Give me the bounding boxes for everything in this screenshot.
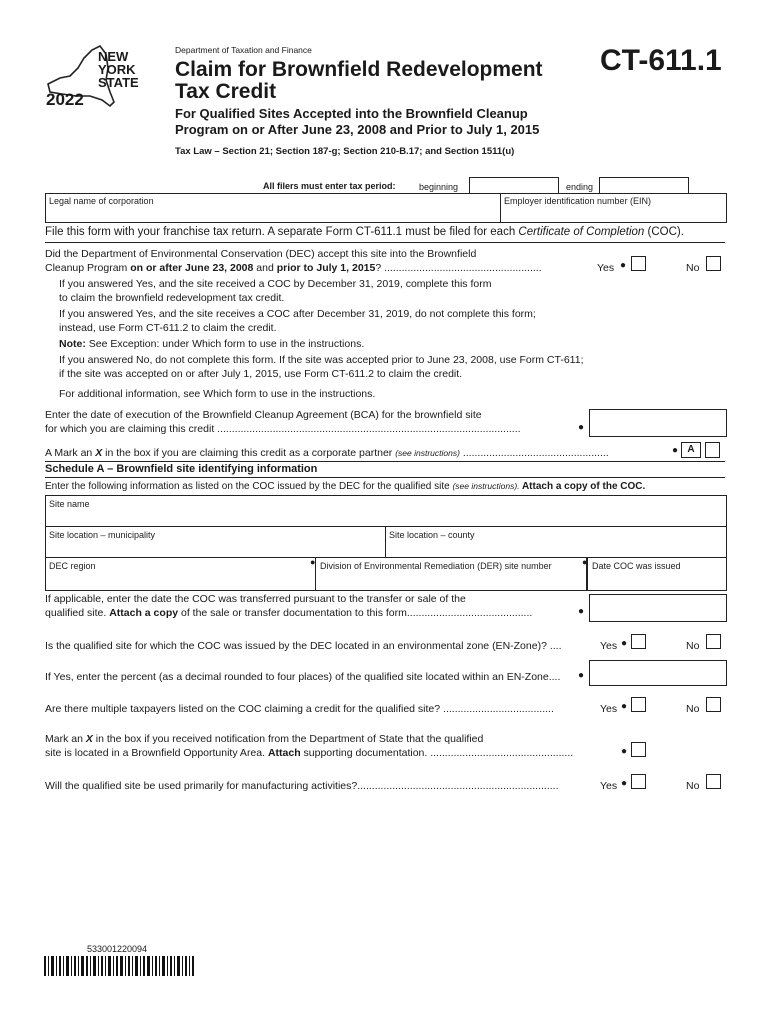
schedule-a-intro-a: Enter the following information as listed on the COC issued by the DEC for the qualified site [45,481,453,492]
schedule-a-intro-c: Attach a copy of the COC. [519,481,646,492]
dec-region-label: DEC region [49,561,96,571]
enzone-yes-checkbox[interactable] [631,634,646,649]
boa-line1-a: Mark an [45,733,86,745]
q1-line2 [45,261,542,275]
line-a-see-instructions: (see instructions) [395,448,460,458]
transfer-line1: If applicable, enter the date the COC was transferred pursuant to the transfer or sale of the [45,593,466,605]
der-site-number-label: Division of Environmental Remediation (DER) site number [320,561,552,571]
bca-date-input[interactable] [589,409,727,437]
manufacturing-question: Will the qualified site be used primarily for manufacturing activities?..................................................................... [45,780,559,792]
percent-bullet-icon: ● [578,670,585,681]
q1-no-checkbox[interactable] [706,256,721,271]
multiple-no-label: No [686,703,700,715]
site-name-label: Site name [49,499,90,509]
boa-line2 [45,746,617,760]
line-a-text-b: in the box if you are claiming this credit as a corporate partner [102,447,396,459]
enzone-percent-input[interactable] [589,660,727,686]
q1-yes-checkbox[interactable] [631,256,646,271]
bca-line2: for which you are claiming this credit ........................................................................................................ [45,423,521,435]
transfer-line2-c: of the sale or transfer documentation to this form........................................... [178,607,533,619]
form-title-line1: Claim for Brownfield Redevelopment [175,58,543,81]
instruction-p2-line2: instead, use Form CT-611.2 to claim the credit. [59,322,277,334]
logo-text [98,50,152,89]
barcode-icon [44,956,194,976]
schedule-a-title: Schedule A – Brownfield site identifying information [45,463,318,475]
line-a-checkbox[interactable] [705,442,720,458]
line-a-text [45,446,670,460]
date-coc-label: Date COC was issued [592,561,681,571]
file-notice-part1: File this form with your franchise tax return. A separate Form CT-611.1 must be filed for each [45,226,519,238]
state-logo [40,40,152,112]
manufacturing-yes-checkbox[interactable] [631,774,646,789]
q1-line1: Did the Department of Environmental Conservation (DEC) accept this site into the Brownfield [45,248,477,260]
multiple-no-checkbox[interactable] [706,697,721,712]
q1-line2-d: prior to July 1, 2015 [276,262,376,274]
multiple-yes-checkbox[interactable] [631,697,646,712]
instruction-p3-line2: if the site was accepted on or after July 1, 2015, use Form CT-611.2 to claim the credit. [59,368,463,380]
boa-line1-x: X [85,733,93,745]
line-a-text-a: A Mark an [45,447,96,459]
bca-line1: Enter the date of execution of the Brownfield Cleanup Agreement (BCA) for the brownfield site [45,409,482,421]
transfer-date-input[interactable] [589,594,727,622]
dec-region-bullet-icon: ● [310,557,316,567]
line-a-dots: .................................................. [459,447,609,459]
line-a-box-label [681,442,701,458]
transfer-line2 [45,606,575,620]
file-notice-emphasis: Certificate of Completion [518,226,645,238]
manufacturing-yes-bullet-icon: ● [621,778,628,789]
site-name-field[interactable] [45,495,727,528]
instruction-note [59,337,364,351]
q1-yes-bullet-icon: ● [620,260,627,271]
county-label: Site location – county [389,530,475,540]
instruction-p3-line1: If you answered No, do not complete this form. If the site was accepted prior to June 23, 2008, use Form CT-611; [59,354,584,366]
multiple-yes-bullet-icon: ● [621,701,628,712]
municipality-label: Site location – municipality [49,530,156,540]
form-year: 2022 [46,90,84,109]
der-bullet-icon: ● [582,557,588,567]
boa-line2-b: Attach [267,747,301,759]
form-title-line2: Tax Credit [175,80,277,103]
bca-bullet-icon: ● [578,422,585,433]
boa-line1-b: in the box if you received notification from the Department of State that the qualified [92,733,484,745]
enzone-no-label: No [686,640,700,652]
transfer-line2-b: Attach a copy [109,607,179,619]
transfer-line2-a: qualified site. [45,607,110,619]
file-notice-part2: (COC). [644,226,684,238]
q1-yes-label: Yes [597,262,615,274]
ein-label: Employer identification number (EIN) [504,196,652,206]
schedule-a-intro-b: (see instructions). [452,481,520,491]
q1-line2-e: ? ...................................................... [375,262,542,274]
line-a-box-letter: A [687,444,695,455]
boa-line2-c: supporting documentation. ................................................. [300,747,574,759]
schedule-a-intro [45,481,645,492]
line-a-x: X [95,447,103,459]
enzone-yes-bullet-icon: ● [621,638,628,649]
barcode-number: 533001220094 [87,944,148,954]
q1-no-label: No [686,262,700,274]
boa-bullet-icon: ● [621,746,628,757]
instruction-p1-line2: to claim the brownfield redevelopment tax credit. [59,292,285,304]
line-a-bullet-icon: ● [672,445,679,456]
tax-period-beginning-label: beginning [419,182,459,192]
schedule-a-top-rule [45,461,725,462]
enzone-yes-label: Yes [600,640,618,652]
boa-line1 [45,732,483,746]
form-subtitle-line1: For Qualified Sites Accepted into the Brownfield Cleanup [175,106,528,121]
note-label: Note: [59,338,86,350]
enzone-question: Is the qualified site for which the COC was issued by the DEC located in an environmental zone (EN-Zone)? .... [45,640,562,652]
transfer-bullet-icon: ● [578,606,585,617]
notice-divider [45,242,725,243]
form-subtitle-line2: Program on or After June 23, 2008 and Prior to July 1, 2015 [175,122,540,137]
multiple-yes-label: Yes [600,703,618,715]
multiple-taxpayers-question: Are there multiple taxpayers listed on the COC claiming a credit for the qualified site? ...................................... [45,703,554,715]
enzone-no-checkbox[interactable] [706,634,721,649]
boa-checkbox[interactable] [631,742,646,757]
q1-line2-b: on or after June 23, 2008 [130,262,254,274]
manufacturing-no-label: No [686,780,700,792]
tax-law-reference: Tax Law – Section 21; Section 187-g; Section 210-B.17; and Section 1511(u) [175,146,515,157]
tax-period-label: All filers must enter tax period: [263,181,396,191]
enzone-percent-question: If Yes, enter the percent (as a decimal rounded to four places) of the qualified site located within an EN-Zone.... [45,671,561,683]
manufacturing-no-checkbox[interactable] [706,774,721,789]
form-number: CT-611.1 [600,44,722,77]
instruction-p1-line1: If you answered Yes, and the site received a COC by December 31, 2019, complete this form [59,278,492,290]
tax-period-ending-label: ending [566,182,594,192]
logo-state-text: NEW YORK STATE [98,49,139,90]
instruction-additional: For additional information, see Which form to use in the instructions. [59,388,376,400]
legal-name-label: Legal name of corporation [49,196,154,206]
note-text: See Exception: under Which form to use in the instructions. [85,338,365,350]
department-name: Department of Taxation and Finance [175,45,312,55]
file-notice [45,226,684,238]
manufacturing-yes-label: Yes [600,780,618,792]
schedule-a-title-rule [45,477,725,478]
instruction-p2-line1: If you answered Yes, and the site receives a COC after December 31, 2019, do not complete this form; [59,308,536,320]
q1-line2-a: Cleanup Program [45,262,131,274]
boa-line2-a: site is located in a Brownfield Opportunity Area. [45,747,268,759]
q1-line2-c: and [253,262,277,274]
